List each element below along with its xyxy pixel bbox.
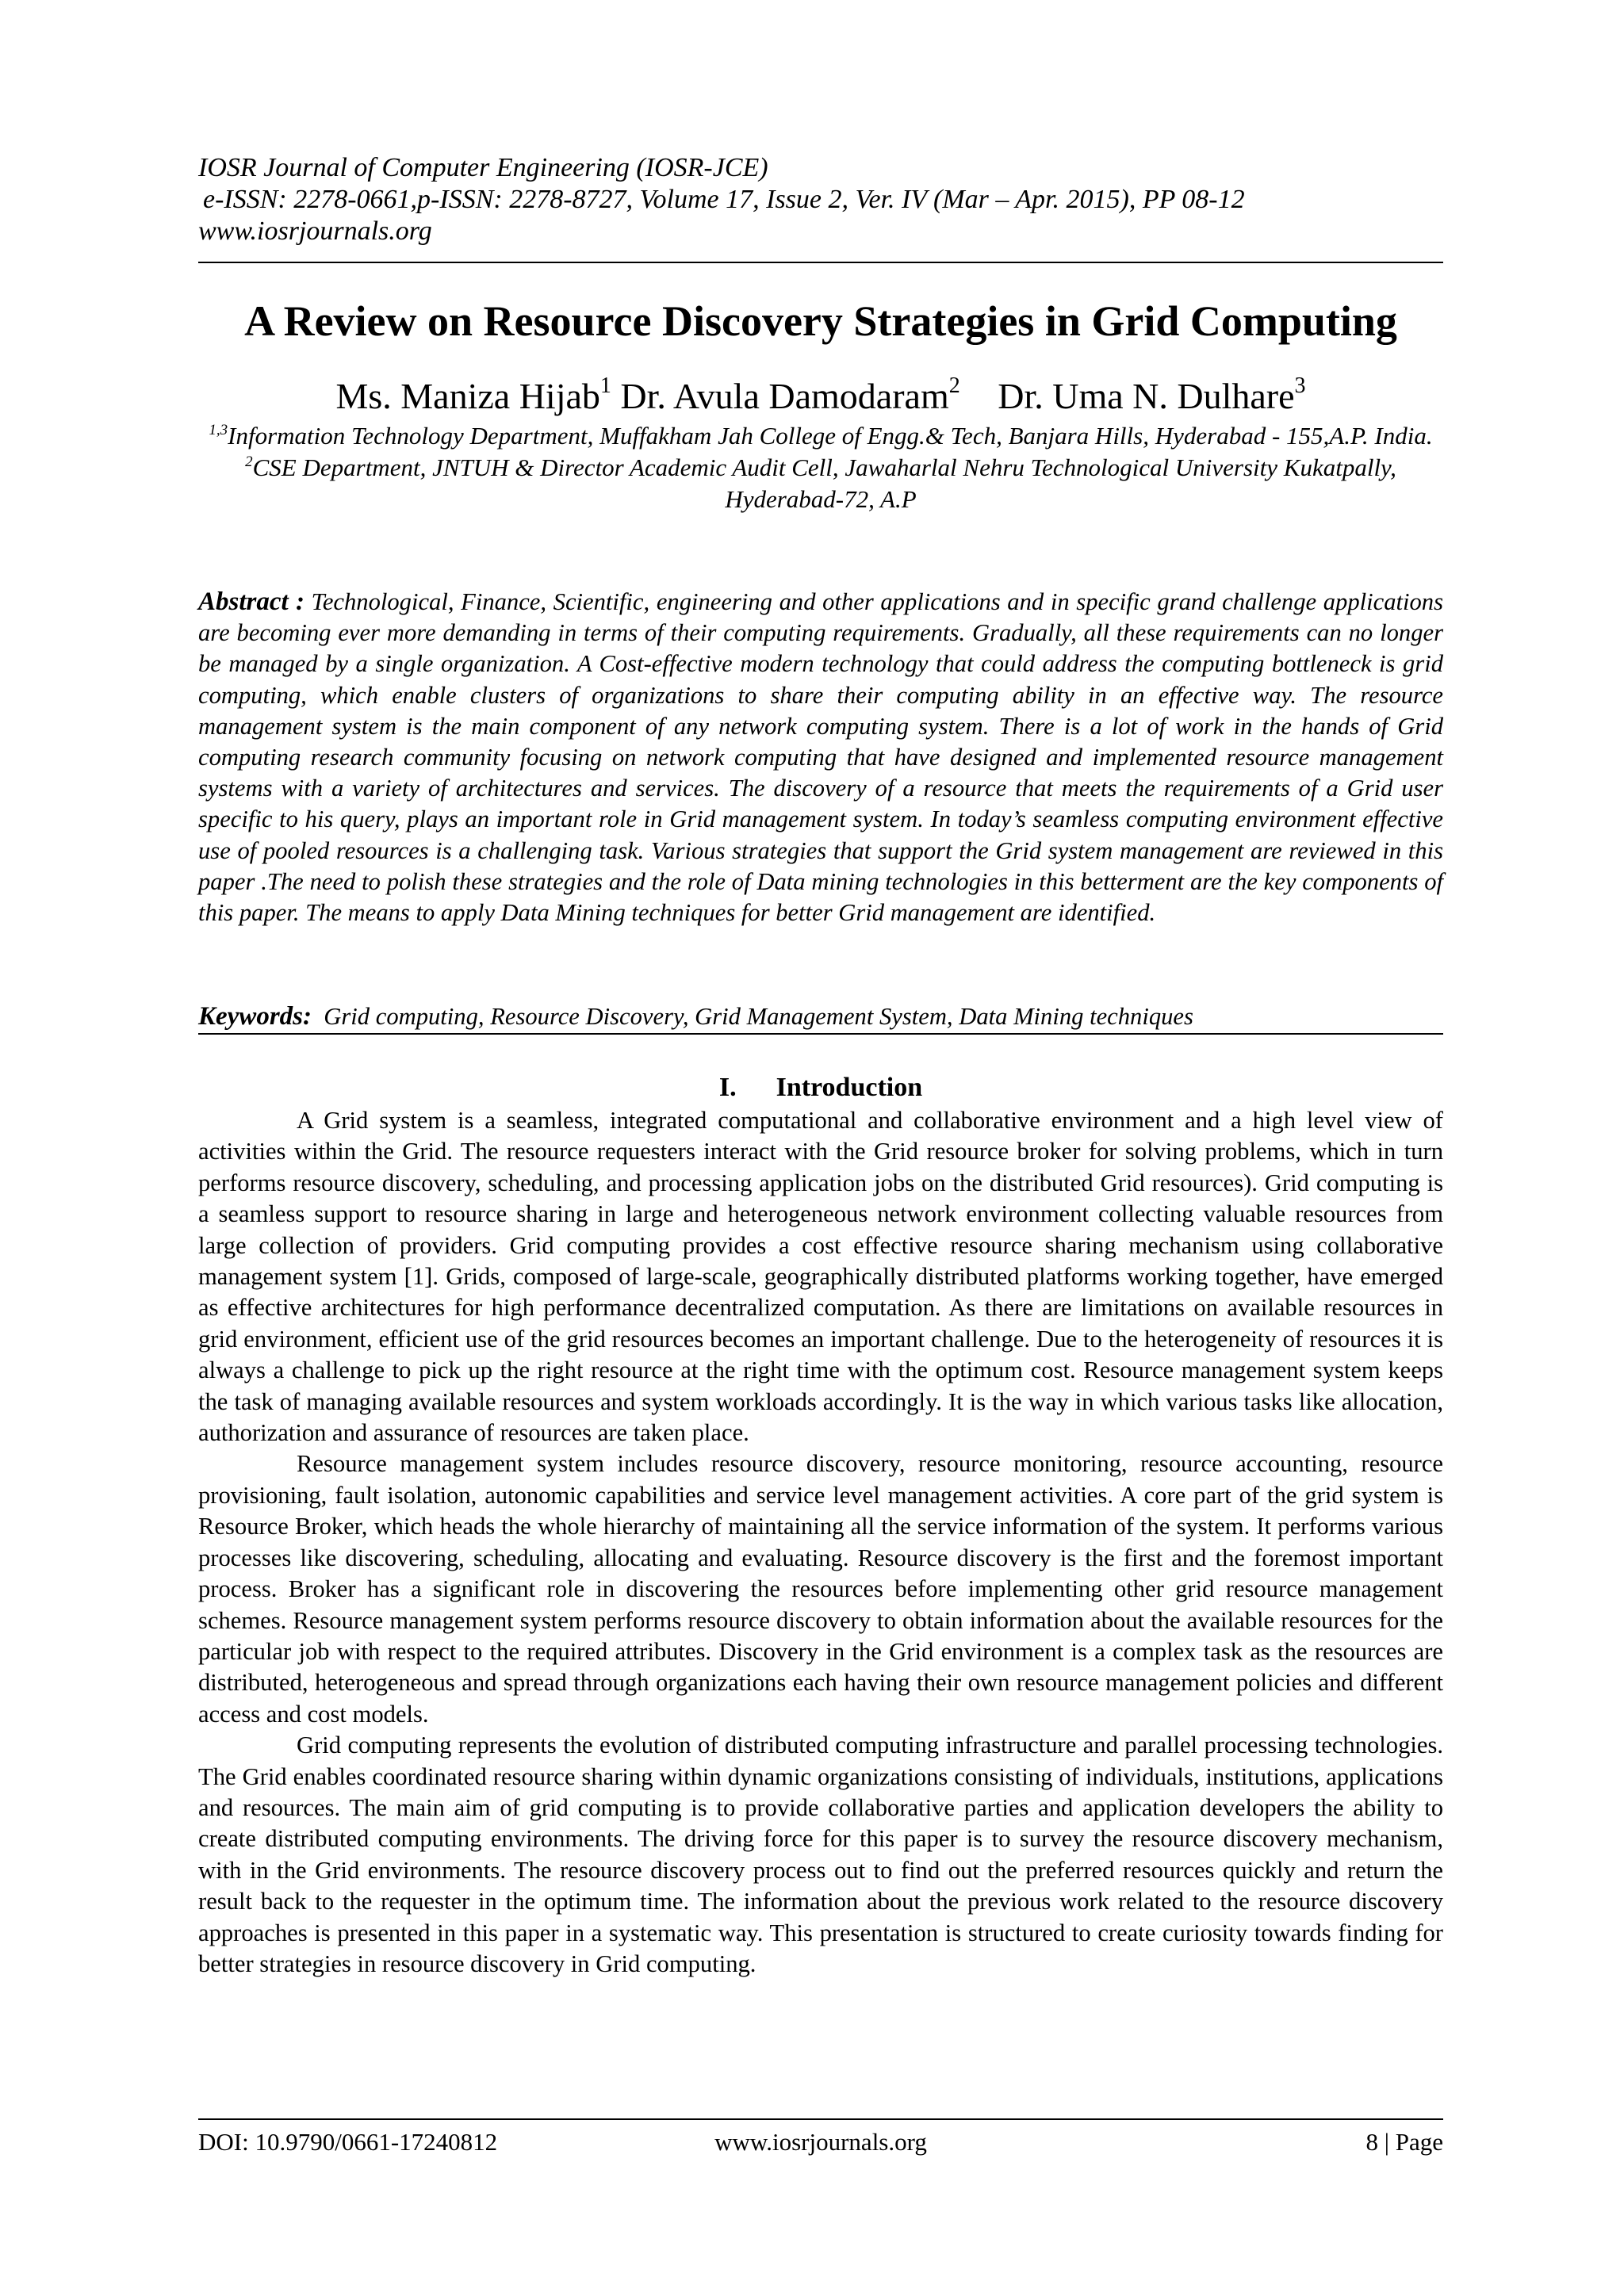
body-paragraph: Resource management system includes resource discovery, resource monitoring, resource accounting, resource provisioning, fault isolation, autonomic capabilities and service level management activities. A core part of the grid system is Resource Broker, which heads the whole hierarchy of maintaining all the service information of the system. It performs various processes like discovering, scheduling, allocating and evaluating. Resource discovery is the first and the foremost important process. Broker has a significant role in discovering the resources before implementing other grid resource management schemes. Resource management system performs resource discovery to obtain information about the available resources for the particular job with respect to the required attributes. Discovery in the Grid environment is a complex task as the resources are distributed, heterogeneous and spread through organizations each having their own resource management policies and different access and cost models. <box>198 1450 1443 1728</box>
affiliation-text: CSE Department, JNTUH & Director Academic Audit Cell, Jawaharlal Nehru Technological University Kukatpally, Hyderabad-72, A.P <box>252 453 1396 513</box>
affiliation-item <box>198 452 1443 515</box>
section-number: I. <box>718 1073 737 1102</box>
keywords-text: Grid computing, Resource Discovery, Grid Management System, Data Mining techniques <box>324 1003 1193 1030</box>
abstract-label: Abstract : <box>198 587 304 616</box>
abstract <box>198 587 1443 928</box>
abstract-divider <box>198 1033 1443 1035</box>
footer-website: www.iosrjournals.org <box>714 2128 927 2156</box>
header-divider <box>198 262 1443 263</box>
affiliation-mark: 2 <box>245 453 253 470</box>
body-paragraph: Grid computing represents the evolution of distributed computing infrastructure and parallel processing technologies. The Grid enables coordinated resource sharing within dynamic organizations consisting of individuals, institutions, applications and resources. The main aim of grid computing is to provide collaborative parties and application developers the ability to create distributed computing environments. The driving force for this paper is to survey the resource discovery mechanism, with in the Grid environments. The resource discovery process out to find out the preferred resources quickly and return the result back to the requester in the optimum time. The information about the previous work related to the resource discovery approaches is presented in this paper in a systematic way. This presentation is structured to create curiosity towards finding for better strategies in resource discovery in Grid computing. <box>198 1732 1443 1977</box>
footer-doi: DOI: 10.9790/0661-17240812 <box>198 2128 498 2156</box>
section-heading <box>198 1070 1443 1105</box>
author-name: Dr. Avula Damodaram <box>620 376 949 416</box>
body-paragraph: A Grid system is a seamless, integrated computational and collaborative environment and a high level view of activities within the Grid. The resource requesters interact with the Grid resource broker for solving problems, which in turn performs resource discovery, scheduling, and processing application jobs on the distributed Grid resources). Grid computing is a seamless support to resource sharing in large and heterogeneous network environment collecting valuable resources from large collection of providers. Grid computing provides a cost effective resource sharing mechanism using collaborative management system [1]. Grids, composed of large-scale, geographically distributed platforms working together, have emerged as effective architectures for high performance decentralized computation. As there are limitations on available resources in grid environment, efficient use of the grid resources becomes an important challenge. Due to the heterogeneity of resources it is always a challenge to pick up the right resource at the right time with the optimum cost. Resource management system keeps the task of managing available resources and system workloads accordingly. It is the way in which various tasks like allocation, authorization and assurance of resources are taken place. <box>198 1107 1443 1447</box>
footer-page-number: 8 | Page <box>1365 2128 1443 2156</box>
author-name: Dr. Uma N. Dulhare <box>998 376 1295 416</box>
paper-title: A Review on Resource Discovery Strategies in Grid Computing <box>244 297 1397 345</box>
footer-divider <box>198 2118 1443 2120</box>
affiliations <box>198 420 1443 515</box>
author-affiliation-mark: 1 <box>599 373 611 398</box>
author-affiliation-mark: 3 <box>1294 373 1306 398</box>
journal-name: IOSR Journal of Computer Engineering (IOSR-JCE) <box>198 153 768 182</box>
keywords-label: Keywords: <box>198 1002 312 1031</box>
affiliation-item <box>198 420 1443 452</box>
section-body <box>198 1105 1443 1980</box>
keywords <box>198 1001 1443 1032</box>
author-name: Ms. Maniza Hijab <box>335 376 600 416</box>
journal-header <box>198 152 1443 247</box>
affiliation-mark: 1,3 <box>209 422 228 438</box>
abstract-text: Technological, Finance, Scientific, engineering and other applications and in specific grand challenge applications are becoming ever more demanding in terms of their computing requirements. Gradually, all these requirements can no longer be managed by a single organization. A Cost-effective modern technology that could address the computing bottleneck is grid computing, which enable clusters of organizations to share their computing ability in an effective way. The resource management system is the main component of any network computing system. There is a lot of work in the hands of Grid computing research community focusing on network computing that have designed and implemented resource management systems with a variety of architectures and services. The discovery of a resource that meets the requirements of a Grid user specific to his query, plays an important role in Grid management system. In today’s seamless computing environment effective use of pooled resources is a challenging task. Various strategies that support the Grid system management are reviewed in this paper .The need to polish these strategies and the role of Data mining technologies in this betterment are the key components of this paper. The means to apply Data Mining techniques for better Grid management are identified. <box>198 588 1444 927</box>
journal-website: www.iosrjournals.org <box>198 216 432 246</box>
author-affiliation-mark: 2 <box>948 373 960 398</box>
journal-issn-line: e-ISSN: 2278-0661,p-ISSN: 2278-8727, Volume 17, Issue 2, Ver. IV (Mar – Apr. 2015), PP 08-12 <box>203 185 1245 214</box>
section-title: Introduction <box>776 1073 923 1102</box>
affiliation-text: Information Technology Department, Muffakham Jah College of Engg.& Tech, Banjara Hills, Hyderabad - 155,A.P. India. <box>228 422 1433 450</box>
author-line <box>198 373 1443 420</box>
page-footer <box>198 2125 1443 2160</box>
